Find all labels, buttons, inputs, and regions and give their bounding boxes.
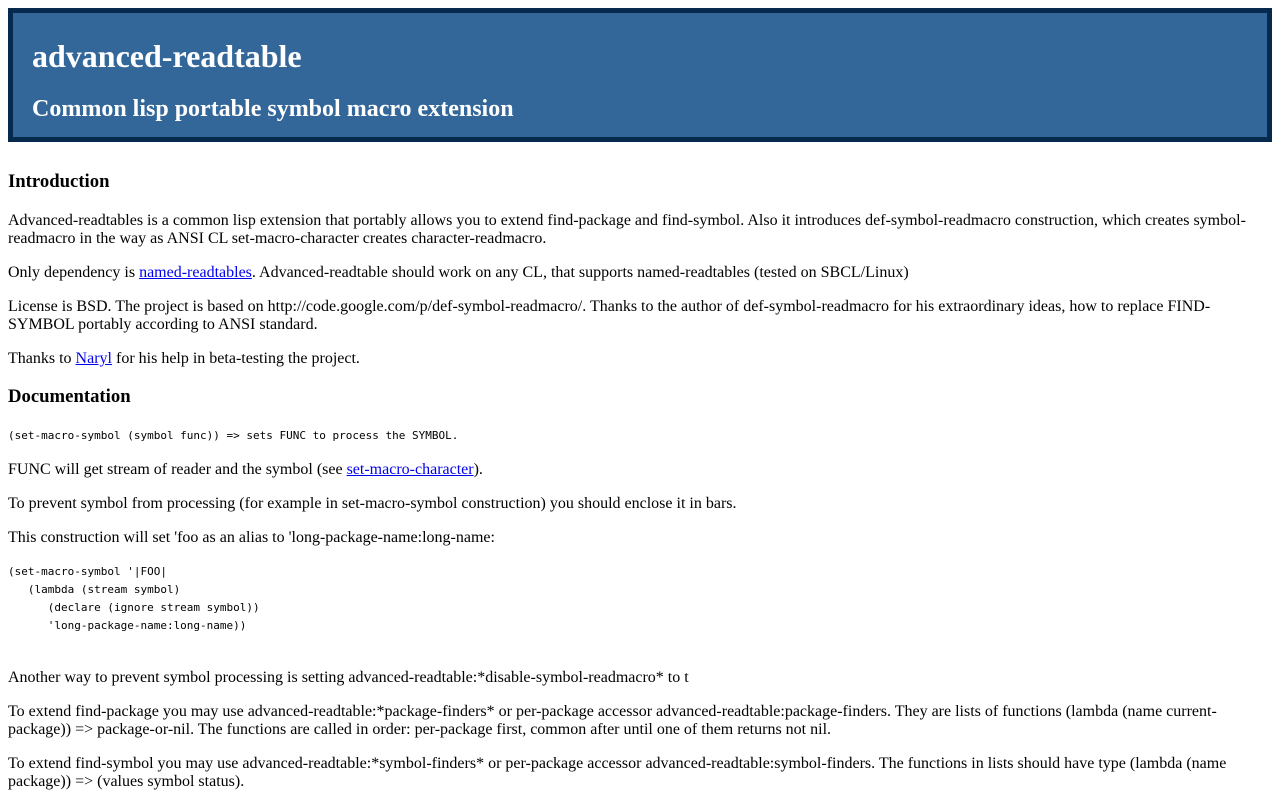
docs-p1-text-after: ). — [473, 461, 483, 478]
naryl-link[interactable]: Naryl — [75, 350, 112, 367]
set-macro-character-link[interactable]: set-macro-character — [346, 461, 474, 478]
page-header — [8, 8, 1272, 142]
docs-paragraph-1 — [8, 461, 1272, 479]
docs-paragraph-4: Another way to prevent symbol processing is setting advanced-readtable:*disable-symbol-readmacro* to t — [8, 669, 689, 686]
documentation-heading: Documentation — [8, 386, 131, 407]
intro-p2-text-before: Only dependency is — [8, 264, 140, 281]
docs-p1-text-before: FUNC will get stream of reader and the symbol (see — [8, 461, 347, 478]
page-title: advanced-readtable — [32, 38, 302, 74]
docs-paragraph-3: This construction will set 'foo as an alias to 'long-package-name:long-name: — [8, 529, 495, 546]
introduction-heading: Introduction — [8, 171, 110, 192]
docs-paragraph-6: To extend find-symbol you may use advanced-readtable:*symbol-finders* or per-package accessor advanced-readtable:symbol-finders. The functions in lists should have type (lambda (name package)) => (values symbol status). — [8, 755, 1227, 790]
named-readtables-link[interactable]: named-readtables — [139, 264, 252, 281]
intro-paragraph-2 — [8, 264, 1272, 282]
code-block-alias-example: (set-macro-symbol '|FOO| (lambda (stream symbol) (declare (ignore stream symbol)) 'long-package-name:long-name)) — [8, 565, 260, 632]
docs-paragraph-5: To extend find-package you may use advanced-readtable:*package-finders* or per-package accessor advanced-readtable:package-finders. They are lists of functions (lambda (name current-package)) => package-or-nil. The functions are called in order: per-package first, common after until one of them returns not nil. — [8, 703, 1217, 738]
intro-paragraph-3: License is BSD. The project is based on http://code.google.com/p/def-symbol-readmacro/. Thanks to the author of def-symbol-readmacro for his extraordinary ideas, how to replace FIND-SYMBOL portably according to ANSI standard. — [8, 298, 1211, 333]
intro-paragraph-1: Advanced-readtables is a common lisp extension that portably allows you to extend find-package and find-symbol. Also it introduces def-symbol-readmacro construction, which creates symbol-readmacro in the way as ANSI CL set-macro-character creates character-readmacro. — [8, 212, 1246, 247]
intro-p4-text-before: Thanks to — [8, 350, 76, 367]
docs-paragraph-2: To prevent symbol from processing (for example in set-macro-symbol construction) you should enclose it in bars. — [8, 495, 737, 512]
page-subtitle: Common lisp portable symbol macro extension — [32, 96, 514, 122]
intro-p2-text-after: . Advanced-readtable should work on any CL, that supports named-readtables (tested on SBCL/Linux) — [251, 264, 909, 281]
intro-paragraph-4 — [8, 350, 1272, 368]
code-block-set-macro-symbol: (set-macro-symbol (symbol func)) => sets FUNC to process the SYMBOL. — [8, 429, 459, 442]
intro-p4-text-after: for his help in beta-testing the project. — [111, 350, 360, 367]
